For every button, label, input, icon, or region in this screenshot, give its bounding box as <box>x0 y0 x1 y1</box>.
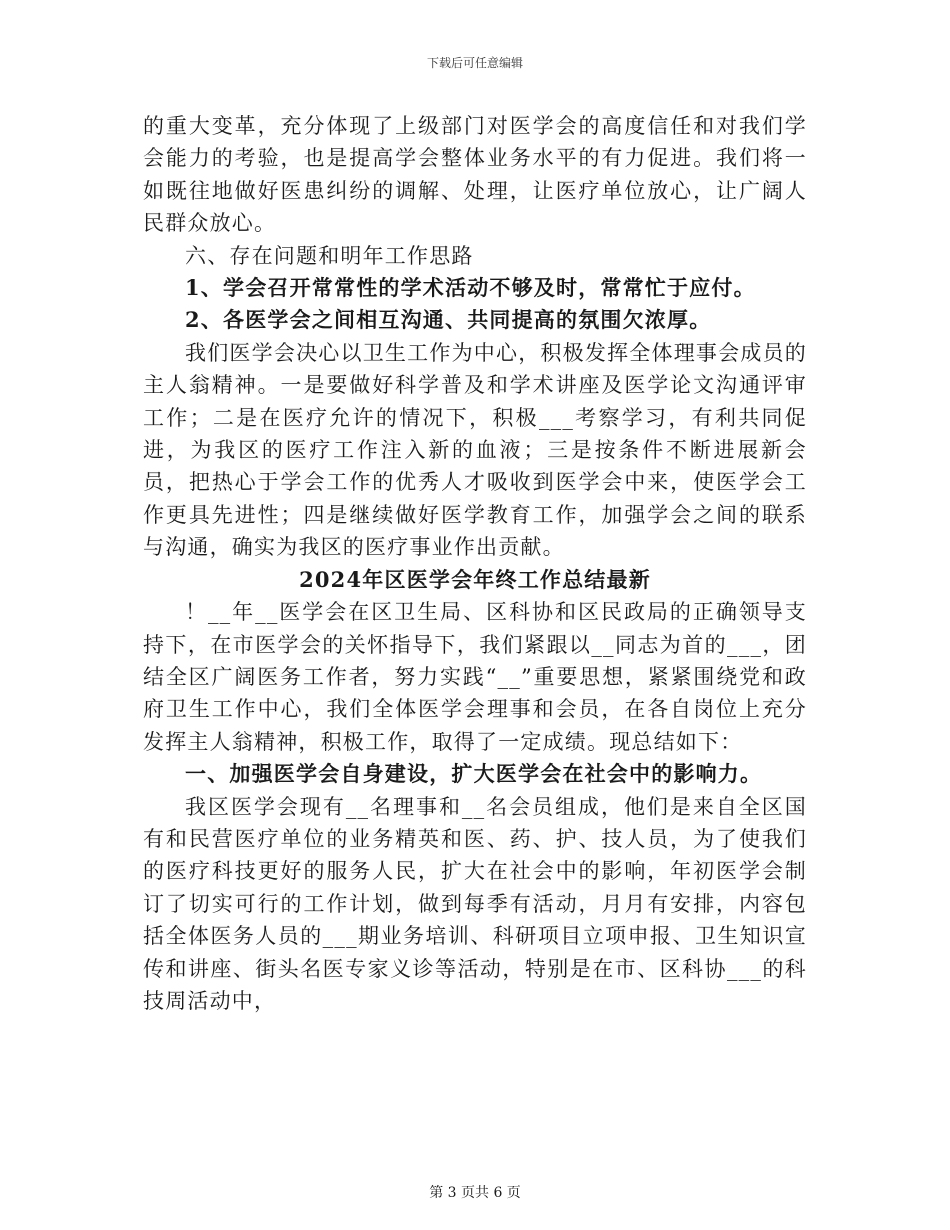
paragraph-members: 我区医学会现有__名理事和__名会员组成，他们是来自全区国有和民营医疗单位的业务精英和医、药、护、技人员，为了使我们的医疗科技更好的服务人民，扩大在社会中的影响，年初医学会制订了切实可行的工作计划，做到每季有活动，月月有安排，内容包括全体医务人员的___期业务培训、科研项目立项申报、卫生知识宣传和讲座、街头名医专家义诊等活动，特别是在市、区科协___的科技周活动中， <box>143 794 807 1013</box>
section-heading-problems: 六、存在问题和明年工作思路 <box>185 243 474 268</box>
document-title: 2024年区医学会年终工作总结最新 <box>299 566 651 592</box>
section-heading-1: 一、加强医学会自身建设，扩大医学会在社会中的影响力。 <box>185 761 763 787</box>
paragraph-continuation: 的重大变革，充分体现了上级部门对医学会的高度信任和对我们学会能力的考验，也是提高学会整体业务水平的有力促进。我们将一如既往地做好医患纠纷的调解、处理，让医疗单位放心，让广阔人民群众放心。 <box>143 114 807 236</box>
document-body <box>143 110 807 1017</box>
problem-item-2: 2、各医学会之间相互沟通、共同提高的氛围欠浓厚。 <box>185 307 712 333</box>
page-number: 第 3 页共 6 页 <box>429 1185 521 1201</box>
paragraph-intro: ！__年__医学会在区卫生局、区科协和区民政局的正确领导支持下，在市医学会的关怀指导下，我们紧跟以__同志为首的___，团结全区广阔医务工作者，努力实践“__”重要思想，紧紧围绕党和政府卫生工作中心，我们全体医学会理事和会员，在各自岗位上充分发挥主人翁精神，积极工作，取得了一定成绩。现总结如下： <box>143 600 807 754</box>
problem-item-1: 1、学会召开常常性的学术活动不够及时，常常忙于应付。 <box>185 275 756 301</box>
paragraph-plan: 我们医学会决心以卫生工作为中心，积极发挥全体理事会成员的主人翁精神。一是要做好科学普及和学术讲座及医学论文沟通评审工作；二是在医疗允许的情况下，积极___考察学习，有利共同促进，为我区的医疗工作注入新的血液；三是按条件不断进展新会员，把热心于学会工作的优秀人才吸收到医学会中来，使医学会工作更具先进性；四是继续做好医学教育工作，加强学会之间的联系与沟通，确实为我区的医疗事业作出贡献。 <box>143 340 807 560</box>
page-header: 下载后可任意编辑 <box>426 56 523 70</box>
